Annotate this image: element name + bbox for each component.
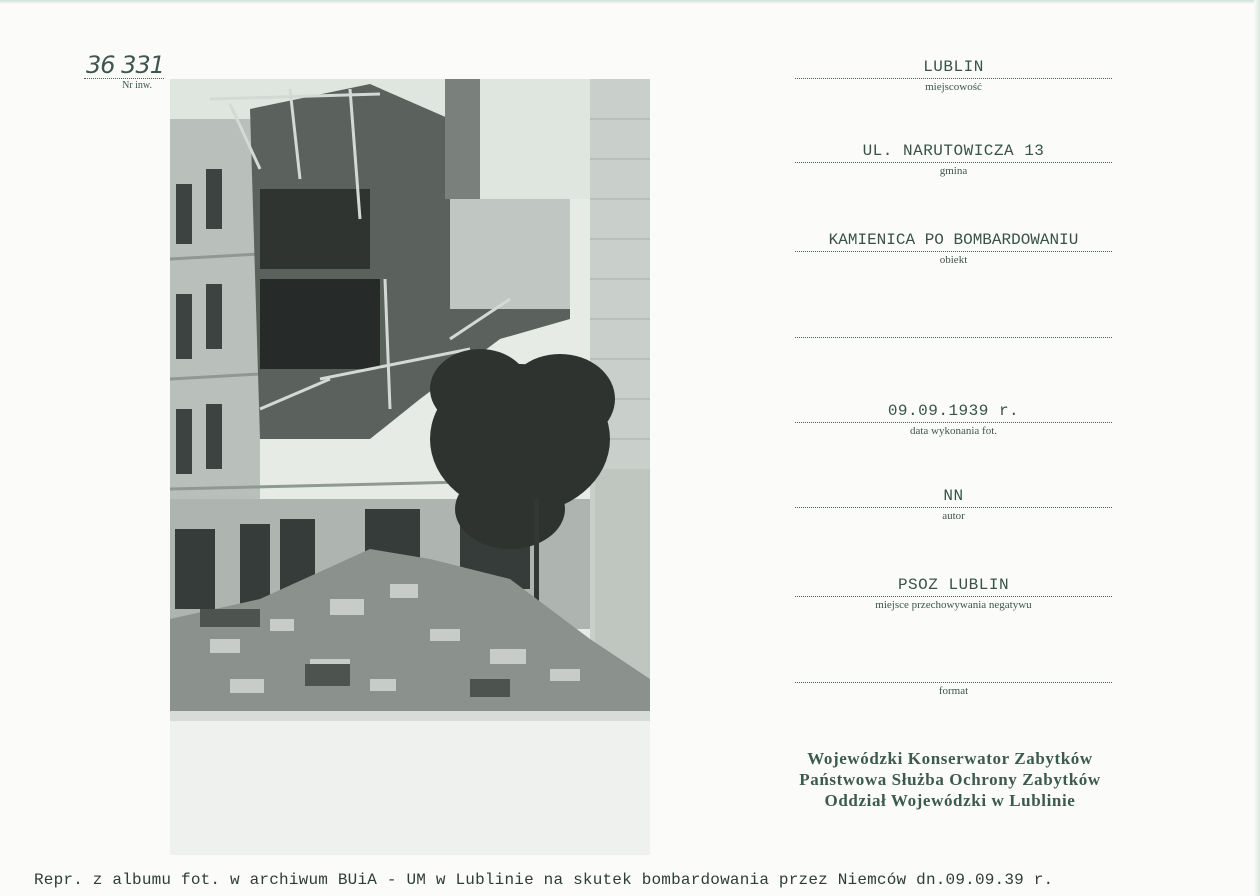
photo-date-value: 09.09.1939 r. <box>795 400 1112 423</box>
locality-value: LUBLIN <box>795 56 1112 79</box>
object-value: KAMIENICA PO BOMBARDOWANIU <box>795 229 1112 252</box>
author-label: autor <box>942 510 965 522</box>
field-commune <box>795 140 1112 177</box>
inventory-block <box>84 52 164 91</box>
field-photo-date <box>795 400 1112 437</box>
institution-line: Oddział Wojewódzki w Lublinie <box>824 791 1076 810</box>
page-edge <box>1254 0 1260 896</box>
field-blank <box>795 315 1112 340</box>
page-edge <box>0 0 1260 4</box>
blank-value <box>795 315 1112 338</box>
field-object <box>795 229 1112 266</box>
photo-caption: Repr. z albumu fot. w archiwum BUiA - UM w Lublinie na skutek bombardowania przez Niemców dn.09.09.39 r. <box>34 871 1054 889</box>
field-locality <box>795 56 1112 93</box>
photo-date-label: data wykonania fot. <box>909 425 998 437</box>
negative-storage-label: miejsce przechowywania negatywu <box>875 599 1032 611</box>
field-author <box>795 485 1112 522</box>
locality-label: miejscowość <box>925 81 982 93</box>
institution-line: Wojewódzki Konserwator Zabytków <box>807 749 1093 768</box>
bombed-building-image <box>170 79 650 855</box>
building-photograph <box>170 79 650 855</box>
format-label: format <box>938 685 969 697</box>
commune-value: UL. NARUTOWICZA 13 <box>795 140 1112 163</box>
inventory-label: Nr inw. <box>122 80 152 91</box>
author-value: NN <box>795 485 1112 508</box>
field-format <box>795 660 1112 697</box>
format-value <box>795 660 1112 683</box>
institution-line: Państwowa Służba Ochrony Zabytków <box>799 770 1101 789</box>
commune-label: gmina <box>939 165 968 177</box>
object-label: obiekt <box>939 254 968 266</box>
inventory-number: 36 331 <box>86 51 164 79</box>
institution-stamp <box>770 748 1130 811</box>
negative-storage-value: PSOZ LUBLIN <box>795 574 1112 597</box>
field-negative-storage <box>795 574 1112 611</box>
